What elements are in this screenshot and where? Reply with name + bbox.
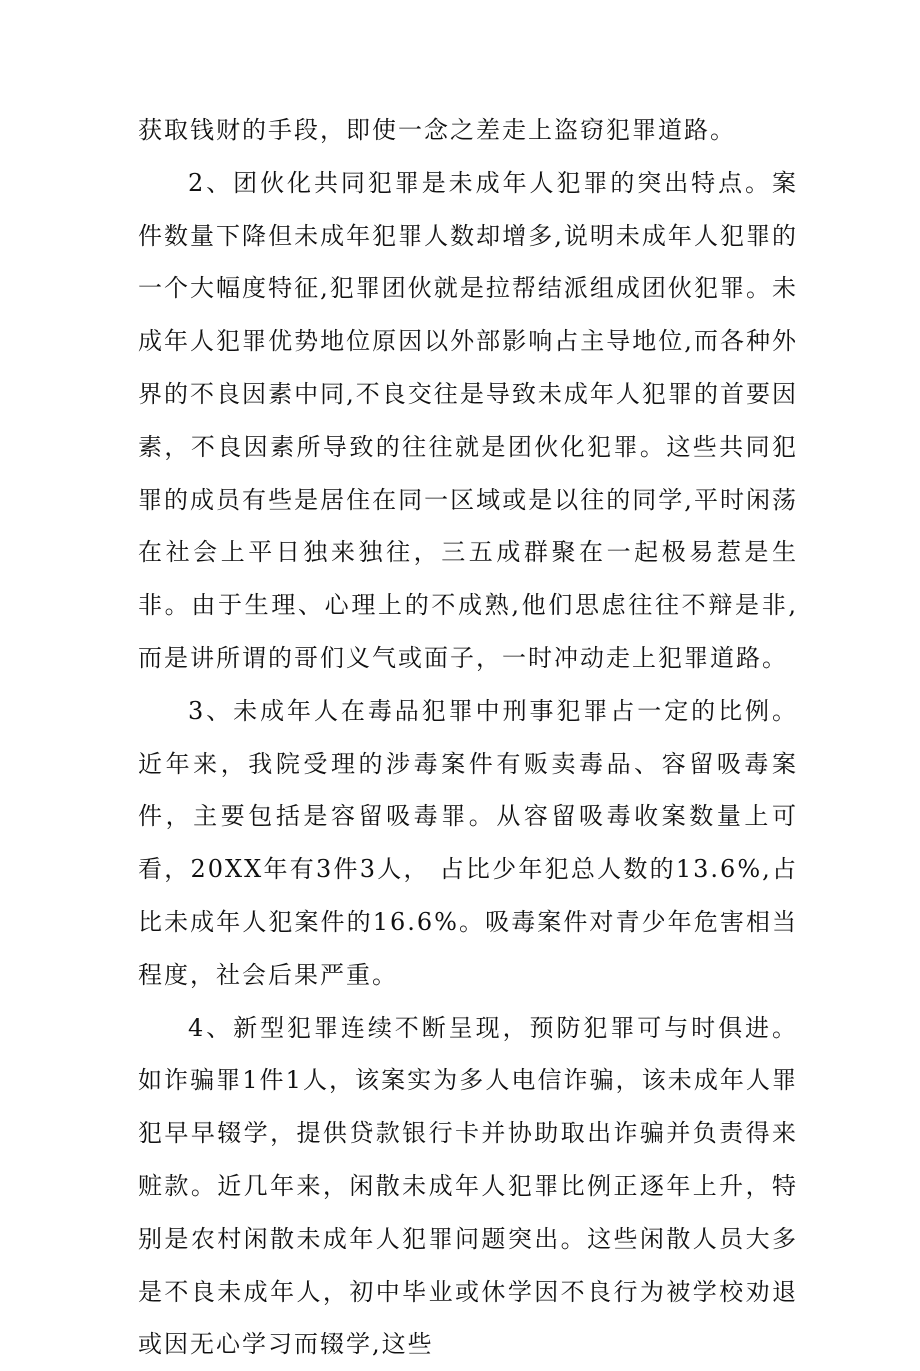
paragraph-gang-crime: 2、团伙化共同犯罪是未成年人犯罪的突出特点。案件数量下降但未成年犯罪人数却增多,说明未成年人犯罪的一个大幅度特征,犯罪团伙就是拉帮结派组成团伙犯罪。未成年人犯罪优势地位原因以外部影响占主导地位,而各种外界的不良因素中同,不良交往是导致未成年人犯罪的首要因素，不良因素所导致的往往就是团伙化犯罪。这些共同犯罪的成员有些是居住在同一区域或是以往的同学,平时闲荡在社会上平日独来独往，三五成群聚在一起极易惹是生非。由于生理、心理上的不成熟,他们思虑往往不辩是非,而是讲所谓的哥们义气或面子，一时冲动走上犯罪道路。	[138, 168, 798, 672]
paragraph-drug-crime: 3、未成年人在毒品犯罪中刑事犯罪占一定的比例。近年来，我院受理的涉毒案件有贩卖毒品、容留吸毒案件，主要包括是容留吸毒罪。从容留吸毒收案数量上可看，20XX年有3件3人， 占比少年犯总人数的13.6%,占比未成年人犯案件的16.6%。吸毒案件对青少年危害相当程度，社会后果严重。	[138, 696, 798, 989]
paragraph-continuation: 获取钱财的手段，即使一念之差走上盗窃犯罪道路。	[138, 116, 736, 144]
document-body	[138, 104, 798, 1371]
paragraph-new-crime: 4、新型犯罪连续不断呈现，预防犯罪可与时俱进。如诈骗罪1件1人，该案实为多人电信诈骗，该未成年人罪犯早早辍学，提供贷款银行卡并协助取出诈骗并负责得来赃款。近几年来，闲散未成年人犯罪比例正逐年上升，特别是农村闲散未成年人犯罪问题突出。这些闲散人员大多是不良未成年人，初中毕业或休学因不良行为被学校劝退或因无心学习而辍学,这些	[138, 1013, 798, 1359]
